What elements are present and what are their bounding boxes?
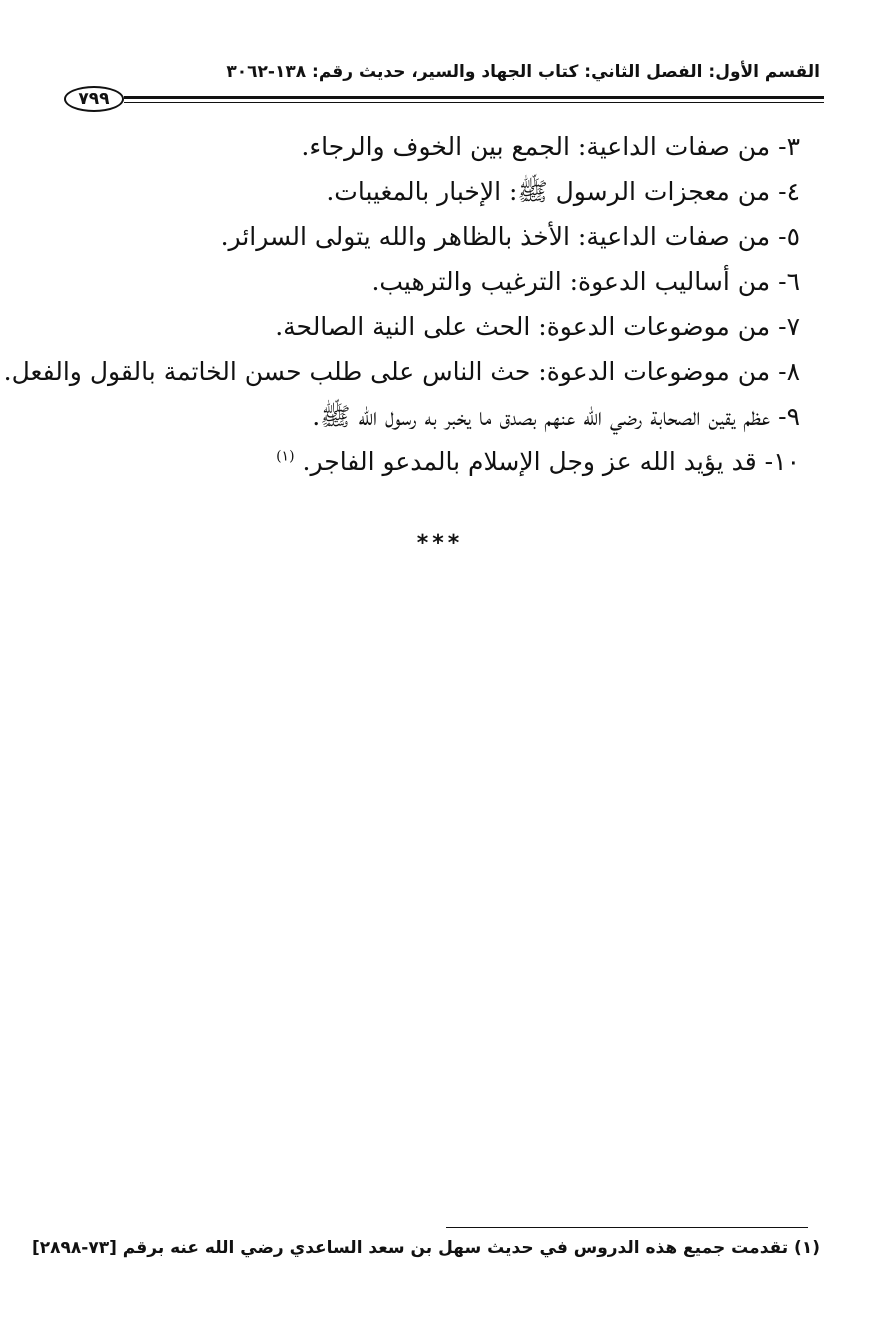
lesson-item: ٥- من صفات الداعية: الأخذ بالظاهر والله يتولى السرائر. — [220, 222, 800, 251]
lesson-item: ١٠- قد يؤيد الله عز وجل الإسلام بالمدعو الفاجر. $^{(١)}$ — [276, 447, 800, 476]
lesson-item: ٤- من معجزات الرسول ﷺ: الإخبار بالمغيبات. — [326, 177, 800, 206]
running-header: القسم الأول: الفصل الثاني: كتاب الجهاد والسير، حديث رقم: ١٣٨-٣٠٦٢ — [226, 62, 820, 82]
lesson-item: ٩- عظم يقين الصحابة رضي الله عنهم بصدق ما يخبر به رسول الله ﷺ. — [312, 402, 800, 431]
lesson-item: ٣- من صفات الداعية: الجمع بين الخوف والرجاء. — [301, 132, 800, 161]
header-rule-thin — [124, 102, 824, 103]
header-rule — [124, 96, 824, 99]
footnote: (١) تقدمت جميع هذه الدروس في حديث سهل بن سعد الساعدي رضي الله عنه برقم [٧٣-٢٨٩٨] — [31, 1238, 820, 1258]
page-number: ٧٩٩ — [64, 86, 124, 112]
footnote-rule — [446, 1227, 808, 1228]
lesson-item: ٨- من موضوعات الدعوة: حث الناس على طلب حسن الخاتمة بالقول والفعل. — [3, 357, 800, 386]
footnote-marker: (١) — [276, 448, 295, 465]
lessons-list — [3, 124, 800, 484]
lesson-item: ٧- من موضوعات الدعوة: الحث على النية الصالحة. — [275, 312, 800, 341]
lesson-item: ٦- من أساليب الدعوة: الترغيب والترهيب. — [371, 267, 800, 296]
section-separator: *** — [416, 531, 464, 556]
